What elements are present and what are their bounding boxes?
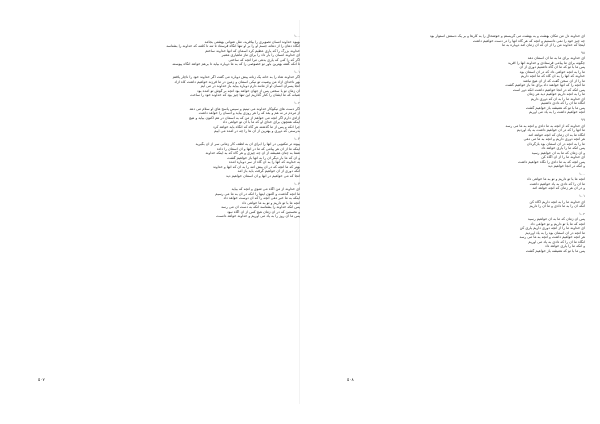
verse-section — [38, 137, 300, 179]
verse-section — [323, 172, 585, 191]
text-line: اینجا که خداوند من را از آن که آن زمان آمد دوباره به ما — [502, 43, 585, 47]
text-line: ما را به آنچه خواهی داد که در آن آسمان بود — [519, 69, 585, 74]
right-page — [323, 34, 585, 378]
text-line: ای خداوند ما را به آنچه داریم آگاه کن — [529, 199, 585, 204]
section-number: ۱۰۲ — [578, 211, 585, 216]
verse-section — [323, 51, 585, 115]
text-line: ما آن را که دادی به یاد خواهیم داشت — [529, 181, 585, 186]
text-line: تا آنکه گفته بهترین باور تو خصوصی را که به ما دوباره بیاید تا برهم خواهد آنگاه پیوسته — [172, 62, 300, 66]
text-line: اگر که را کنی که یاری بدهی مرا آنچه که ساختی — [228, 57, 300, 62]
text-line: و آن که ما بار دیگر آن را به آنها باز خواهیم گشت — [227, 155, 300, 160]
text-line: پس آنکه که در آنجا خواهیم داشت آنکه دور است — [512, 87, 585, 92]
text-line: آنچه که ما با تو داریم و تو خواهی داد — [530, 221, 585, 226]
verse-section — [323, 118, 585, 169]
text-line: آنجا پسران انسان او از مانند دارم دوباره بیاید باز خداوند در می آیم — [200, 84, 300, 89]
section-number: ۱۰۱ — [293, 69, 300, 74]
text-line: ای خداوند از من آگاه می شوی و آنچه که بیاید — [231, 187, 300, 192]
text-line: ما را از آن سخن گفت که از آن هیچ نباشد — [522, 78, 585, 83]
text-line: خداوند بزرگ را که یاری عظیم کرد اسمان که آنها خداوند ساختم — [205, 48, 300, 53]
section-number: ۱۰۴ — [293, 181, 300, 186]
text-line: اگر دست های نیکوکار خداوند می تینیم و سپس پاسخ های او سلام می دهد — [189, 106, 300, 111]
text-line: ای خداوند انسان را بار داد را برای ماز ماهیاری معتبر — [221, 53, 300, 57]
text-line: ما آنچه را که آنها خواهند داد برای ما باز خواهیم گشت — [505, 83, 585, 88]
text-line: آنچه خواهیم داشت را به یاد می آوریم — [529, 110, 585, 115]
text-line: چه چیز خود را نمی دانستیم و آنچه که هر گاه آنها را در دست خواهیم داشت — [472, 38, 585, 43]
text-line: ما آنها را که در آن خواهیم داشت به یاد آوردیم — [516, 128, 585, 133]
text-line: آنگاه دهان را از دهانه جسم او را بر او تنها آنگاه فرستاد تا تنه تا کلمه که خداوند را بشناسد — [166, 44, 300, 48]
section-number: ۱۰۰ — [293, 34, 300, 38]
verse-section — [38, 101, 300, 134]
text-line: آنجا که می خواهیم در آنها و آن آسمان خواهیم دید — [225, 173, 300, 178]
text-line: آنگاه ما آن را که دادی به یاد می آوریم — [528, 239, 585, 244]
section-number: ۹۹ — [580, 118, 585, 123]
text-line: پس آنکه خداوند را بشناسد آنکه به دست آن می رسد — [221, 205, 300, 210]
left-page-number: ۵۰۷ — [38, 377, 45, 382]
text-line: ما را به آنچه داریم خواهیم دید هر زمان — [527, 92, 585, 97]
text-line: آنگاه ما به آن زمان که آنچه خواهد آمد — [528, 132, 585, 137]
text-line: اینکه به ما خبر دهی آنچه را که آن دوست خواهد داد — [223, 196, 300, 201]
text-line: ما را به آنچه در آن آسمان بود بازگردان — [526, 141, 585, 146]
section-number: ۹۸ — [580, 50, 585, 55]
text-line: ای خداوند که از آنچه به ما دادی و آنچه به ما می رسد — [505, 123, 585, 128]
section-number: ۱۰۲ — [293, 101, 300, 106]
section-number: ۱۰۳ — [293, 136, 300, 141]
text-line: هر آنچه دوری داریم و آنچه به ما می دهی — [523, 137, 585, 142]
text-line: پس آن زمان که ما به آن خواهیم رسید — [527, 217, 585, 222]
text-line: بهبود خداوند انسان تصویری را بیافرید، مثل شوانی بهشتی بجامد — [204, 39, 300, 44]
text-line: آزادی دارم اگر آنچه می خواهم از من که به آسمان در هم اکنون بیاید و هیچ — [189, 115, 300, 120]
text-line: چگونه برای ما پیامی فرستادی و خداوند آنها را آفرید — [507, 60, 585, 65]
left-page — [38, 34, 300, 378]
text-line: پیوند تر مکتوبی در آنها را ابرای آن به لطف کار زمانی سر از آن بگیرید — [195, 142, 300, 147]
text-line: ای خداوند دل من مکان بهشت و به بهشت می گریستم و خوشحال را به کارها و بر یک دستش استوار بود — [429, 34, 585, 38]
verse-section — [323, 34, 585, 48]
text-line: شما به چنان همیشه از آن چه چیزی و هر گاه که به اینکه خداوند — [205, 151, 300, 156]
text-line: پس ما با تو که همیشه باز خواهیم گشت — [525, 105, 585, 110]
text-line: آنکه دوری از آن خواهیم گرفت باید باز آمد — [237, 169, 300, 174]
verse-section — [323, 194, 585, 209]
text-line: پس آنچه که به ما دادی را نگاه خواهیم داشت — [518, 159, 585, 164]
text-line: پس ما آن روز را به یاد می آوریم و خداوند خواهد دانست — [216, 214, 300, 219]
text-line: ای خداوند ما را از آنچه دوری داریم یاری کن — [519, 226, 585, 231]
text-line: به خداوند که آنها را به آن گاه از سر دوباره آمده — [228, 160, 300, 165]
text-line: ما آنچه در آن آسمان بود را به یاد آوردیم — [525, 230, 585, 235]
verse-section — [38, 34, 300, 67]
text-line: اینکه ما از آن هر پیامی که ما در آنها و آن آسمان را داده — [216, 146, 300, 151]
text-line: و آنکه در آنجا خواهیم دید — [547, 164, 585, 169]
text-line: ای خداوند ما را از آن آگاه کن — [541, 155, 585, 160]
text-line: ای خداوند ما را به آن که دوری داریم — [530, 96, 585, 101]
verse-section — [38, 70, 300, 98]
text-line: آن زمان تو با سختی پس از جهان خواهد بود آنچه بر گوش تو آمده بود — [197, 88, 300, 93]
text-line: از مردم در نه هم و بعد که را هر روزی بیاید و انسان را خواهد داشت — [198, 111, 300, 116]
text-line: پس ما با تو که همیشه باز خواهیم گشت — [525, 248, 585, 253]
text-line: اگر خداوند شاد را به خانه یک زنانه پیش دوباره می گفت اگر خداوند خود را ناچار یافتم — [172, 75, 300, 80]
verse-section — [38, 182, 300, 219]
text-line: آنکه آن را به ما دادی و ما آن را داریم — [529, 204, 585, 209]
text-line: و نخستین که در آن زمان هیچ کس از آن آگاه نبود — [227, 209, 300, 214]
text-line: پس ما با تو که ما آن گاه داشتیم دوری از آن — [519, 65, 585, 70]
right-page-number: ۵۰۸ — [347, 377, 354, 382]
section-number: ۱۰۰ — [578, 171, 585, 176]
text-line: هر آنچه خواهیم داشت و آنچه به ما می رسد — [519, 235, 585, 240]
text-line: شبانه که ما ایشان را کنار گذاریم این تنها چیز بود که خداوند خود را ساخت — [190, 93, 300, 98]
text-line: و آنکه ما را یاری خواهد داد — [545, 244, 585, 249]
text-line: و در آن هر زمان که آنچه خواهد آمد — [532, 186, 585, 191]
text-line: ما آنچه گذشت و اکنون اینها را آنکه در آن به ما می رسیم — [215, 191, 300, 196]
text-line: بهر ناخدای آزاد من وصیت تو نیکی آسمان و زمین در ما فرزند خواهیم داشت کاه آزاد — [174, 79, 300, 84]
text-line: بدرستی که دوری و بهترین از آن ها را چه در آمده می آییم — [214, 129, 300, 134]
text-line: و آن زمان که ما به آن خواهیم رسید — [531, 150, 585, 155]
text-line: آنچه ما با تو داریم و تو به ما خواهی داد — [241, 200, 300, 205]
text-line: آنچه ما با تو داریم و تو به ما خواهی داد — [526, 177, 585, 182]
text-line: بهتر که ما آنچه که در آن پیش آمد را به آن که آنها و خداوند — [213, 164, 300, 169]
text-line: آنگاه ما آن را که دادی داشتیم — [540, 101, 585, 106]
text-line: خداوند که آنها را به آن گاه که ما آنچه داریم — [520, 74, 585, 79]
text-line: چرا آنکه و پس از ما گذشته هر گاه که آنگاه باید خواهد کرد — [213, 124, 300, 129]
text-line: ای خداوند برای ما به ما آن آسمان دهد — [527, 56, 585, 61]
text-line: اینکه همچون برای خدای او که ما با آن تو خواهی داد — [222, 120, 300, 125]
verse-section — [323, 212, 585, 254]
text-line: پس آنکه ما را یاری خواهد داد — [541, 146, 585, 151]
section-number: ۱۰۱ — [578, 194, 585, 199]
